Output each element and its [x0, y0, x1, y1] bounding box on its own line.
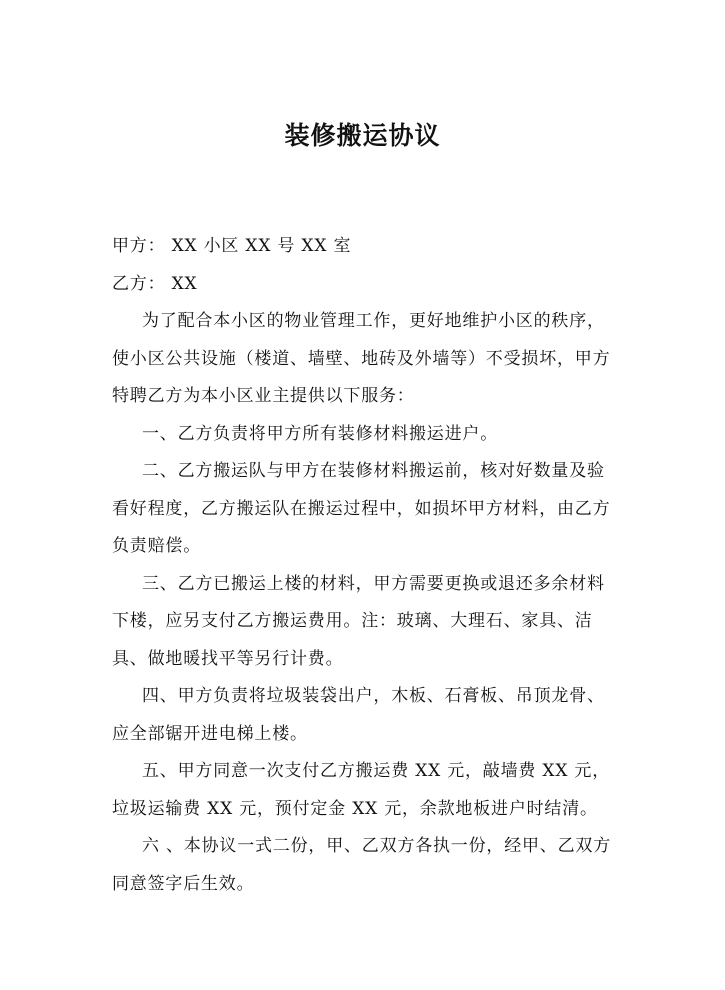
clause-6: 六 、本协议一式二份，甲、乙双方各执一份，经甲、乙双方同意签字后生效。 — [112, 836, 612, 894]
clause-3: 三、乙方已搬运上楼的材料，甲方需要更换或退还多余材料下楼，应另支付乙方搬运费用。注：玻璃、大理石、家具、洁具、做地暖找平等另行计费。 — [112, 573, 605, 669]
document-title: 装修搬运协议 — [284, 121, 441, 150]
clause-1: 一、乙方负责将甲方所有装修材料搬运进户。 — [142, 423, 498, 444]
clause-4: 四、甲方负责将垃圾装袋出户，木板、石膏板、吊顶龙骨、应全部锯开进电梯上楼。 — [112, 686, 605, 744]
party-b-line: 乙方： XX — [112, 273, 198, 294]
party-a-line: 甲方： XX 小区 XX 号 XX 室 — [112, 236, 352, 256]
clause-5: 五、甲方同意一次支付乙方搬运费 XX 元，敲墙费 XX 元，垃圾运输费 XX 元，预付定金 XX 元，余款地板进户时结清。 — [112, 761, 611, 819]
intro-paragraph: 为了配合本小区的物业管理工作，更好地维护小区的秩序，使小区公共设施（楼道、墙壁、地砖及外墙等）不受损坏，甲方特聘乙方为本小区业主提供以下服务： — [112, 311, 611, 406]
document-body — [112, 228, 612, 903]
clause-2: 二、乙方搬运队与甲方在装修材料搬运前，核对好数量及验看好程度，乙方搬运队在搬运过程中，如损坏甲方材料，由乙方负责赔偿。 — [112, 461, 611, 556]
